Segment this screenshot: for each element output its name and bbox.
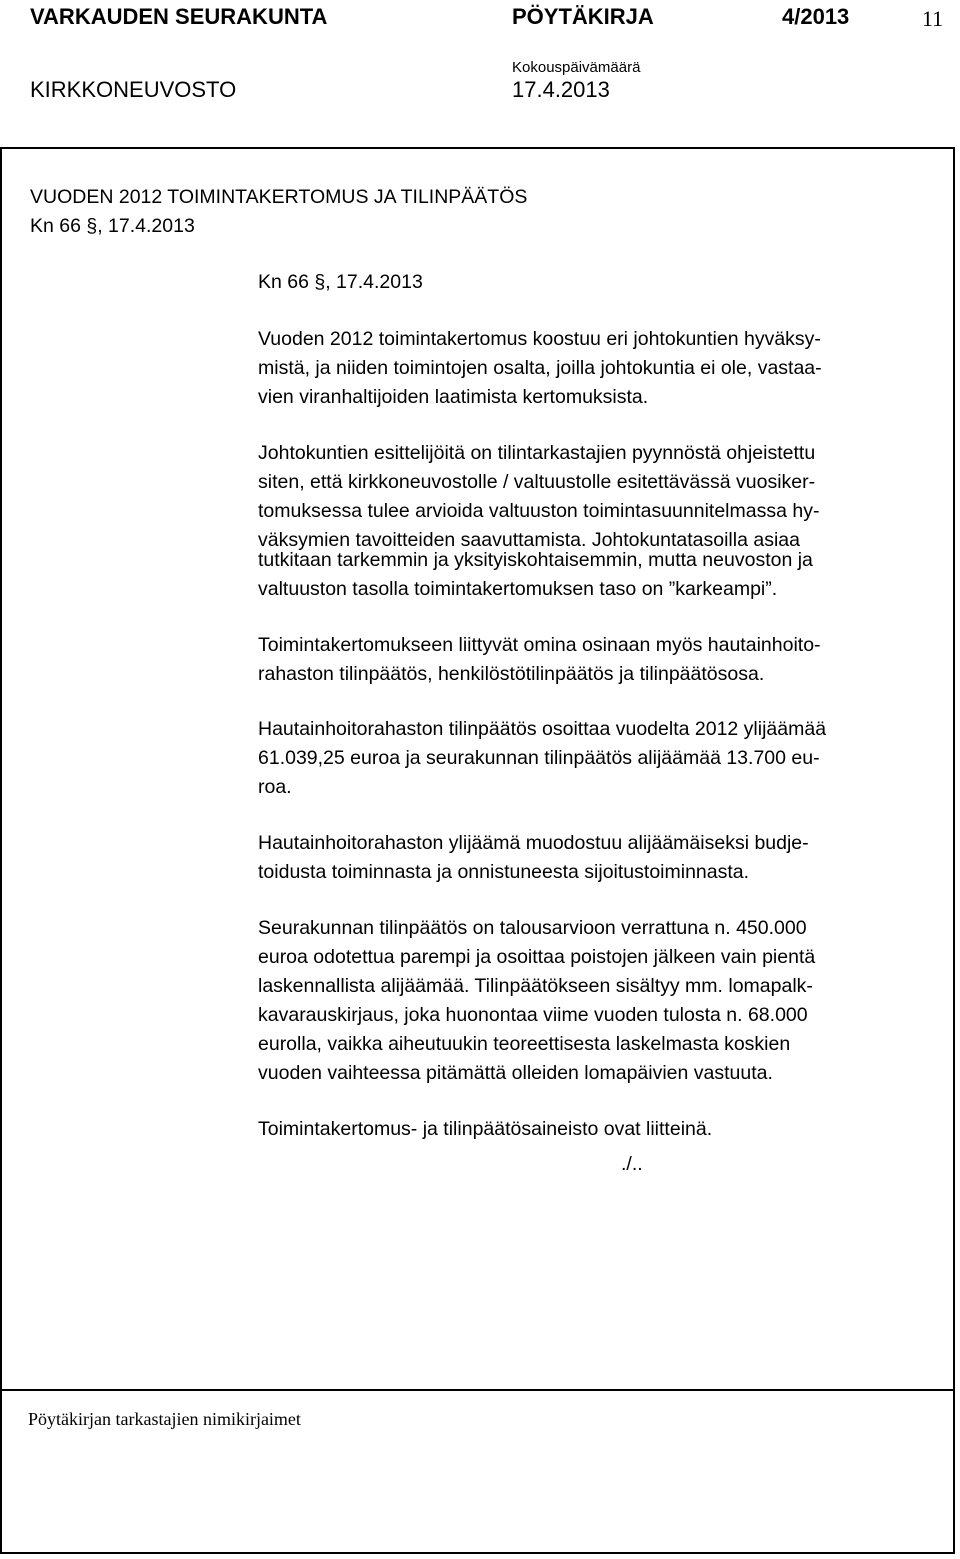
paragraph-line: tomuksessa tulee arvioida valtuuston toimintasuunnitelmassa hy- [258, 500, 820, 522]
section-reference: Kn 66 §, 17.4.2013 [258, 271, 423, 293]
paragraph-line: Toimintakertomukseen liittyvät omina osinaan myös hautainhoito- [258, 634, 821, 656]
paragraph-line: Johtokuntien esittelijöitä on tilintarkastajien pyynnöstä ohjeistettu [258, 442, 816, 464]
paragraph-line: tutkitaan tarkemmin ja yksityiskohtaisemmin, mutta neuvoston ja [258, 549, 813, 571]
paragraph-line: eurolla, vaikka aiheutuukin teoreettisesta laskelmasta koskien [258, 1033, 791, 1055]
paragraph-line: toidusta toiminnasta ja onnistuneesta sijoitustoiminnasta. [258, 861, 750, 883]
paragraph-line: vuoden vaihteessa pitämättä olleiden lomapäivien vastuuta. [258, 1062, 773, 1084]
paragraph-line: rahaston tilinpäätös, henkilöstötilinpäätös ja tilinpäätösosa. [258, 663, 765, 685]
paragraph-line: kavarauskirjaus, joka huonontaa viime vuoden tulosta n. 68.000 [258, 1004, 808, 1026]
meeting-date-label: Kokouspäivämäärä [512, 59, 641, 76]
paragraph-line: Seurakunnan tilinpäätös on talousarvioon verrattuna n. 450.000 [258, 917, 807, 939]
document-number: 4/2013 [782, 4, 850, 29]
organization-name: VARKAUDEN SEURAKUNTA [30, 4, 328, 29]
paragraph-line: väksymien tavoitteiden saavuttamista. Johtokuntatasoilla asiaa [258, 529, 800, 551]
title-reference: Kn 66 §, 17.4.2013 [30, 215, 195, 237]
paragraph-line: Hautainhoitorahaston ylijäämä muodostuu alijäämäiseksi budje- [258, 832, 809, 854]
signature-label: Pöytäkirjan tarkastajien nimikirjaimet [28, 1409, 301, 1429]
footer-divider [0, 1389, 955, 1391]
paragraph-line: Vuoden 2012 toimintakertomus koostuu eri johtokuntien hyväksy- [258, 328, 821, 350]
document-title: VUODEN 2012 TOIMINTAKERTOMUS JA TILINPÄÄTÖS [30, 186, 528, 208]
page-number: 11 [922, 6, 944, 31]
paragraph-line: 61.039,25 euroa ja seurakunnan tilinpäätös alijäämää 13.700 eu- [258, 747, 820, 769]
paragraph-line: Toimintakertomus- ja tilinpäätösaineisto ovat liitteinä. [258, 1118, 713, 1140]
paragraph-line: roa. [258, 776, 292, 798]
document-type: PÖYTÄKIRJA [512, 4, 654, 29]
paragraph-line: Hautainhoitorahaston tilinpäätös osoittaa vuodelta 2012 ylijäämää [258, 718, 827, 740]
continuation-mark: ./.. [621, 1153, 643, 1175]
paragraph-line: euroa odotettua parempi ja osoittaa poistojen jälkeen vain pientä [258, 946, 816, 968]
paragraph-line: vien viranhaltijoiden laatimista kertomuksista. [258, 386, 649, 408]
paragraph-line: mistä, ja niiden toimintojen osalta, joilla johtokuntia ei ole, vastaa- [258, 357, 822, 379]
governing-body: KIRKKONEUVOSTO [30, 77, 237, 102]
paragraph-line: valtuuston tasolla toimintakertomuksen taso on ”karkeampi”. [258, 578, 778, 600]
meeting-date: 17.4.2013 [512, 77, 610, 102]
paragraph-line: laskennallista alijäämää. Tilinpäätökseen sisältyy mm. lomapalk- [258, 975, 813, 997]
paragraph-line: siten, että kirkkoneuvostolle / valtuustolle esitettävässä vuosiker- [258, 471, 816, 493]
